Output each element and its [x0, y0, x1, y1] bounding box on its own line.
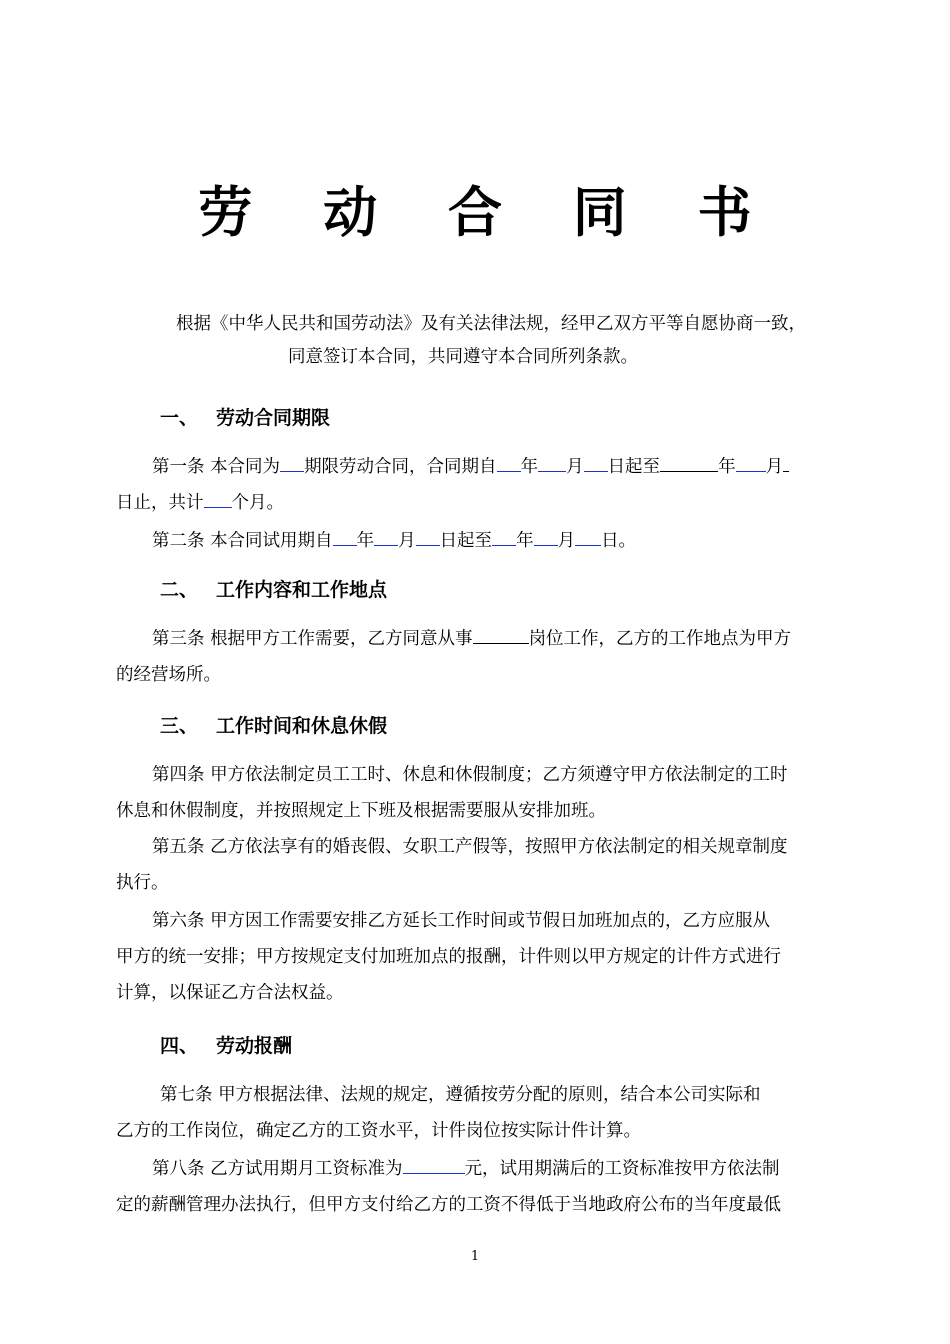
text-run: 日止，共计 [116, 493, 204, 513]
text-run: 年 [356, 531, 375, 551]
text-run: 岗位工作，乙方的工作地点为甲方 [528, 629, 792, 649]
section-title: 工作时间和休息休假 [216, 715, 388, 737]
blank-field [473, 625, 529, 644]
intro-line: 根据《中华人民共和国劳动法》及有关法律法规，经甲乙双方平等自愿协商一致， [176, 314, 806, 334]
intro-paragraph [116, 308, 836, 374]
blank-field [492, 527, 516, 546]
section-number: 一、 [160, 407, 199, 429]
text-run: 第八条 乙方试用期月工资标准为 [152, 1159, 403, 1179]
article-1 [116, 449, 838, 521]
text-line: 第四条 甲方依法制定员工工时、休息和休假制度；乙方须遵守甲方依法制定的工时 [152, 765, 788, 785]
text-run: 第一条 本合同为 [152, 457, 281, 477]
text-run: 元，试用期满后的工资标准按甲方依法制 [464, 1159, 780, 1179]
text-line: 乙方的工作岗位，确定乙方的工资水平，计件岗位按实际计件计算。 [116, 1121, 641, 1141]
blank-field [333, 527, 357, 546]
article-4 [116, 757, 838, 829]
text-run: 月 [398, 531, 416, 551]
section-heading [160, 1031, 292, 1061]
document-title: 劳 动 合 同 书 [198, 181, 778, 244]
text-line: 第五条 乙方依法享有的婚丧假、女职工产假等，按照甲方依法制定的相关规章制度 [152, 837, 788, 857]
text-run: 期限劳动合同，合同期自 [304, 457, 497, 477]
blank-field [584, 453, 608, 472]
section-heading [160, 711, 387, 741]
article-8 [116, 1151, 838, 1223]
intro-line: 同意签订本合同，共同遵守本合同所列条款。 [288, 347, 638, 367]
text-run: 第三条 根据甲方工作需要，乙方同意从事 [152, 629, 473, 649]
blank-field [280, 453, 304, 472]
article-6 [116, 903, 838, 1011]
text-line: 第七条 甲方根据法律、法规的规定，遵循按劳分配的原则，结合本公司实际和 [160, 1085, 761, 1105]
section-title: 劳动合同期限 [216, 407, 331, 429]
blank-field [204, 489, 232, 508]
section-number: 三、 [160, 715, 199, 737]
text-run: 个月。 [231, 493, 284, 513]
section-title: 工作内容和工作地点 [216, 579, 388, 601]
blank-field [374, 527, 398, 546]
section-number: 四、 [160, 1035, 199, 1057]
article-3 [116, 621, 838, 693]
text-line: 计算，以保证乙方合法权益。 [116, 983, 344, 1003]
text-run: 第二条 本合同试用期自 [152, 531, 333, 551]
blank-field [736, 453, 766, 472]
text-run: 日。 [601, 531, 637, 551]
text-run: 年 [718, 457, 736, 477]
section-title: 劳动报酬 [216, 1035, 293, 1057]
text-run: 日起至 [439, 531, 493, 551]
blank-field [575, 527, 601, 546]
article-7 [116, 1077, 838, 1149]
blank-field [538, 453, 566, 472]
text-line: 第六条 甲方因工作需要安排乙方延长工作时间或节假日加班加点的，乙方应服从 [152, 911, 771, 931]
text-run: 年 [520, 457, 539, 477]
article-5 [116, 829, 838, 901]
blank-field [403, 1155, 465, 1174]
section-heading [160, 575, 387, 605]
blank-field [783, 453, 789, 472]
text-run: 月 [566, 457, 584, 477]
text-run: 月 [557, 531, 576, 551]
section-number: 二、 [160, 579, 199, 601]
blank-field [534, 527, 558, 546]
article-2 [116, 523, 838, 559]
blank-field [497, 453, 521, 472]
text-line: 甲方的统一安排；甲方按规定支付加班加点的报酬，计件则以甲方规定的计件方式进行 [116, 947, 781, 967]
text-line: 的经营场所。 [116, 665, 221, 685]
text-run: 月 [765, 457, 784, 477]
blank-field [660, 453, 718, 472]
text-line: 执行。 [116, 873, 169, 893]
text-line: 定的薪酬管理办法执行，但甲方支付给乙方的工资不得低于当地政府公布的当年度最低 [116, 1195, 781, 1215]
section-heading [160, 403, 330, 433]
text-line: 休息和休假制度，并按照规定上下班及根据需要服从安排加班。 [116, 801, 606, 821]
text-run: 日起至 [607, 457, 661, 477]
text-run: 年 [516, 531, 534, 551]
blank-field [416, 527, 440, 546]
page-number: 1 [470, 1249, 480, 1264]
